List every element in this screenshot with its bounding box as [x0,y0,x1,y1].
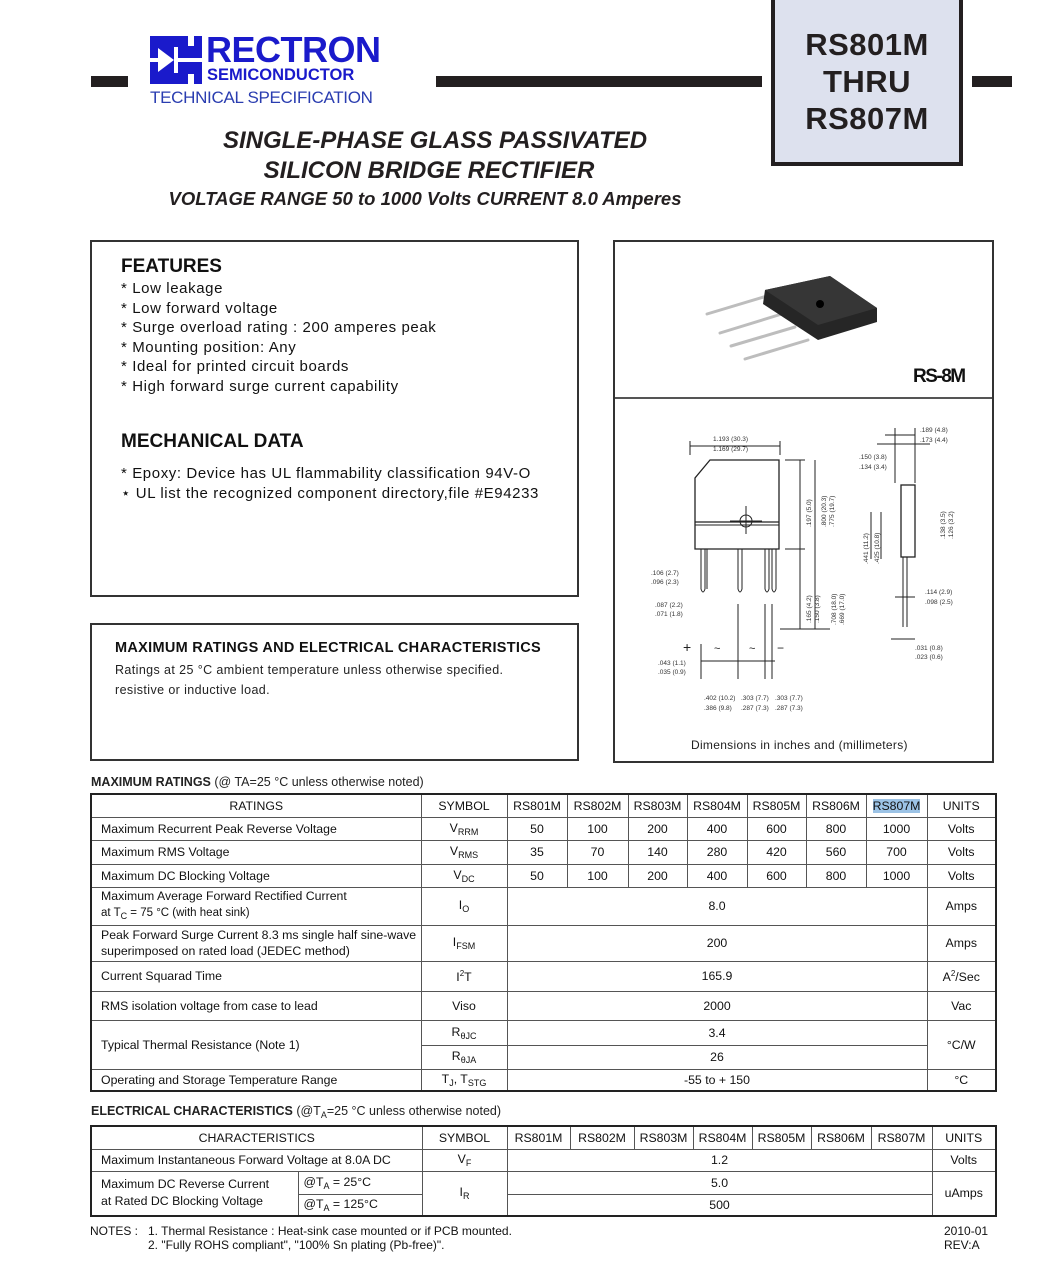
pin-ac1-label: ~ [714,643,721,655]
elec-caption: ELECTRICAL CHARACTERISTICS ($@T_A=25$ °C unless otherwise noted) [91,1104,502,1120]
dim-bend-max: .114 (2.9) [925,589,953,596]
front-leads [701,549,776,592]
front-view-body [695,460,779,549]
col-header: RS806M [811,1126,871,1149]
value-cell: 200 [628,817,687,840]
value-cell: 200 [628,864,687,887]
dim-pin-max: .031 (0.8) [915,645,943,652]
dim-width-max: 1.193 (30.3) [713,436,749,443]
max-ratings-table [90,793,997,1092]
dim-lead-len-max: .708 (18.0) [831,593,838,625]
param-cell: RMS isolation voltage from case to lead [91,991,421,1020]
dim-pitch3-max: .303 (7.7) [775,695,803,702]
symbol-cell: $V_{RRM}$ [421,817,507,840]
dim-lead-n-max: .087 (2.2) [655,602,683,609]
table-row [91,840,996,864]
symbol-cell: $I_R$ [422,1171,507,1216]
doc-title-line1: SINGLE-PHASE GLASS PASSIVATED [222,127,648,154]
mechanical-item: * Epoxy: Device has UL flammability classification 94V-O [121,465,531,482]
feature-item: * Ideal for printed circuit boards [121,358,350,375]
value-cell: 1000 [866,864,927,887]
dim-hole-max: .138 (3.5) [940,511,947,539]
part-number-thru: THRU [822,64,912,99]
col-header: RS802M [570,1126,634,1149]
electrical-table [90,1125,997,1217]
col-header: RS804M [693,1126,752,1149]
col-header: RATINGS [91,794,421,817]
side-view-body [901,485,915,557]
value-cell: 140 [628,840,687,864]
features-list [121,279,436,396]
pin-minus-label: − [777,641,785,655]
dim-pin-min: .023 (0.6) [915,654,943,661]
table-row [91,1149,996,1171]
col-header: RS803M [634,1126,693,1149]
dim-h-max: .800 (20.3) [821,495,828,527]
table-header-row [91,1126,996,1149]
revision-label: REV:A [944,1238,980,1252]
value-cell: -55 to + 150 [507,1069,927,1091]
pin-plus-label: + [683,639,692,655]
ratings-intro-box [90,623,579,761]
unit-cell: uAmps [932,1171,996,1216]
notes-label: NOTES : [90,1224,139,1238]
col-header: RS802M [567,794,628,817]
table-row [91,1171,996,1194]
dimension-caption: Dimensions in inches and (millimeters) [691,738,908,752]
package-box [613,240,994,763]
unit-cell: Volts [927,840,996,864]
table-row [91,991,996,1020]
unit-cell: °C [927,1069,996,1091]
mechanical-list [121,464,539,503]
param-cell: Peak Forward Surge Current 8.3 ms single half sine-wave superimposed on rated load (JEDEC method) [91,925,421,961]
symbol-cell: $I_{FSM}$ [421,925,507,961]
value-cell: 8.0 [507,887,927,925]
unit-cell: Amps [927,887,996,925]
table-row [91,817,996,840]
col-header: RS804M [687,794,747,817]
col-header: RS805M [752,1126,811,1149]
dim-pitch3-min: .287 (7.3) [775,705,803,712]
dim-stand-max: .165 (4.2) [806,595,813,623]
value-cell: 800 [806,864,866,887]
feature-item: * High forward surge current capability [121,377,399,395]
unit-cell: Vac [927,991,996,1020]
table-row [91,925,996,961]
dim-pitch2-min: .287 (7.3) [741,705,769,712]
dim-lead-w-min: .096 (2.3) [651,579,679,586]
ratings-intro-line2: resistive or inductive load. [115,683,271,697]
dim-pitch1-min: .386 (9.8) [704,705,732,712]
value-cell: 420 [747,840,806,864]
table-row [91,1020,996,1045]
dim-hole-a: .197 (5.0) [806,499,813,527]
feature-item: * Mounting position: Any [121,338,297,356]
param-cell: Current Squarad Time [91,961,421,991]
value-cell: 50 [507,864,567,887]
features-heading: FEATURES [121,256,222,277]
dim-stand-min: .150 (3.8) [814,595,821,623]
col-header: RS801M [507,1126,570,1149]
dim-lead-t-max: .043 (1.1) [658,660,686,667]
mechanical-heading: MECHANICAL DATA [121,431,304,452]
logo-name: RECTRON [206,29,381,70]
dim-bend-min: .098 (2.5) [925,599,953,606]
dim-lead-w-max: .106 (2.7) [651,570,679,577]
value-cell: 2000 [507,991,927,1020]
col-header: RS803M [628,794,687,817]
condition-cell: $@T_A = 125^\circ C$ [298,1194,422,1216]
symbol-cell: $R_{\theta JC}$ [421,1020,507,1045]
part-number-last: RS807M [805,101,929,136]
unit-cell: Volts [927,864,996,887]
max-ratings-caption-bold: MAXIMUM RATINGS [91,775,211,789]
mechanical-item: ⋆ UL list the recognized component directory,file #E94233 [121,484,539,502]
condition-cell: $@T_A = 25^\circ C$ [298,1171,422,1194]
table-row [91,887,996,925]
mounting-hole [816,300,824,308]
value-cell: 800 [806,817,866,840]
dim-h-min: .775 (19.7) [829,495,836,527]
col-header: SYMBOL [421,794,507,817]
feature-item: * Surge overload rating : 200 amperes peak [121,319,437,336]
logo-tagline: TECHNICAL SPECIFICATION [150,88,373,107]
col-header: CHARACTERISTICS [91,1126,422,1149]
symbol-cell: $R_{\theta JA}$ [421,1045,507,1069]
col-header: UNITS [927,794,996,817]
param-cell: Maximum Recurrent Peak Reverse Voltage [91,817,421,840]
param-cell: Maximum DC Blocking Voltage [91,864,421,887]
dim-lead-n-min: .071 (1.8) [655,611,683,618]
doc-title-line2: SILICON BRIDGE RECTIFIER [263,157,595,184]
col-header-selected[interactable]: RS807M [872,798,921,813]
diode-logo-icon [150,36,202,84]
feature-item: * Low leakage [121,280,224,297]
notes-list [148,1224,512,1252]
value-cell: 35 [507,840,567,864]
value-cell: 700 [866,840,927,864]
note-item: 2. "Fully ROHS compliant", "100% Sn plating (Pb-free)". [148,1238,445,1252]
table-header-row [91,794,996,817]
pin-ac2-label: ~ [749,643,756,655]
header-rule-left [91,76,128,87]
table-row [91,961,996,991]
symbol-cell: $I^2T$ [421,961,507,991]
dim-lead-len-min: .669 (17.0) [839,593,846,625]
symbol-cell: $I_O$ [421,887,507,925]
unit-cell: $A^2$/Sec [927,961,996,991]
max-ratings-caption-rest: (@ TA=25 °C unless otherwise noted) [210,775,424,789]
value-cell: 50 [507,817,567,840]
value-cell: 200 [507,925,927,961]
unit-cell: Volts [932,1149,996,1171]
value-cell: 1.2 [507,1149,932,1171]
symbol-cell: $T_J$, $T_{STG}$ [421,1069,507,1091]
rectron-logo [148,30,410,110]
value-cell: 400 [687,864,747,887]
elec-caption-bold: ELECTRICAL CHARACTERISTICS [91,1104,293,1118]
value-cell: 3.4 [507,1020,927,1045]
ratings-intro-text [115,660,503,700]
param-cell: Maximum DC Reverse Current at Rated DC Blocking Voltage [91,1171,298,1216]
value-cell: 1000 [866,817,927,840]
dim-thk-max: .189 (4.8) [920,427,948,434]
col-header: SYMBOL [422,1126,507,1149]
symbol-cell: $V_F$ [422,1149,507,1171]
table-row [91,864,996,887]
revision-info [944,1224,988,1252]
dim-lead-t-min: .035 (0.9) [658,669,686,676]
features-box [90,240,579,597]
part-number-first: RS801M [805,27,929,62]
value-cell: 5.0 [507,1171,932,1194]
value-cell: 100 [567,864,628,887]
param-cell: Maximum Average Forward Rectified Current at $T_C = 75$ °C (with heat sink) [91,887,421,925]
revision-date: 2010-01 [944,1224,989,1238]
dim-pitch1-max: .402 (10.2) [704,695,736,702]
max-ratings-caption [91,775,424,789]
unit-cell: Volts [927,817,996,840]
col-header: RS805M [747,794,806,817]
dim-width-min: 1.169 (29.7) [713,446,749,453]
param-cell: Typical Thermal Resistance (Note 1) [91,1020,421,1069]
dim-body-max: .150 (3.8) [859,454,887,461]
unit-cell: °C/W [927,1020,996,1069]
logo-subtitle: SEMICONDUCTOR [207,66,355,84]
param-cell: Maximum RMS Voltage [91,840,421,864]
value-cell: 70 [567,840,628,864]
col-header: RS806M [806,794,866,817]
table-row [91,1069,996,1091]
header-rule-right [972,76,1012,87]
package-label: RS-8M [913,366,965,387]
value-cell: 26 [507,1045,927,1069]
value-cell: 600 [747,817,806,840]
dimension-drawing [615,399,992,729]
ratings-intro-heading: MAXIMUM RATINGS AND ELECTRICAL CHARACTERISTICS [115,640,541,656]
col-header: RS801M [507,794,567,817]
col-header: RS807M [871,1126,932,1149]
header-rule-middle [436,76,762,87]
col-header [866,794,927,817]
value-cell: 100 [567,817,628,840]
param-cell: Operating and Storage Temperature Range [91,1069,421,1091]
note-item: 1. Thermal Resistance : Heat-sink case mounted or if PCB mounted. [148,1224,512,1238]
value-cell: 600 [747,864,806,887]
unit-cell: Amps [927,925,996,961]
value-cell: 560 [806,840,866,864]
symbol-cell: $V_{RMS}$ [421,840,507,864]
ratings-intro-line1: Ratings at 25 °C ambient temperature unless otherwise specified. [115,663,504,677]
param-cell: Maximum Instantaneous Forward Voltage at 8.0A DC [91,1149,422,1171]
doc-subtitle: VOLTAGE RANGE 50 to 1000 Volts CURRENT 8.0 Amperes [168,188,682,209]
feature-item: * Low forward voltage [121,299,278,317]
dim-hole-min: .126 (3.2) [948,511,955,539]
dim-body-min: .134 (3.4) [859,464,887,471]
dim-thk-min: .173 (4.4) [920,437,948,444]
dim-side-h-min: .425 (10.8) [874,532,881,564]
value-cell: 500 [507,1194,932,1216]
col-header: UNITS [932,1126,996,1149]
symbol-cell: Viso [421,991,507,1020]
value-cell: 165.9 [507,961,927,991]
value-cell: 400 [687,817,747,840]
value-cell: 280 [687,840,747,864]
dim-pitch2-max: .303 (7.7) [741,695,769,702]
symbol-cell: $V_{DC}$ [421,864,507,887]
dim-side-h-max: .441 (11.2) [863,533,870,564]
